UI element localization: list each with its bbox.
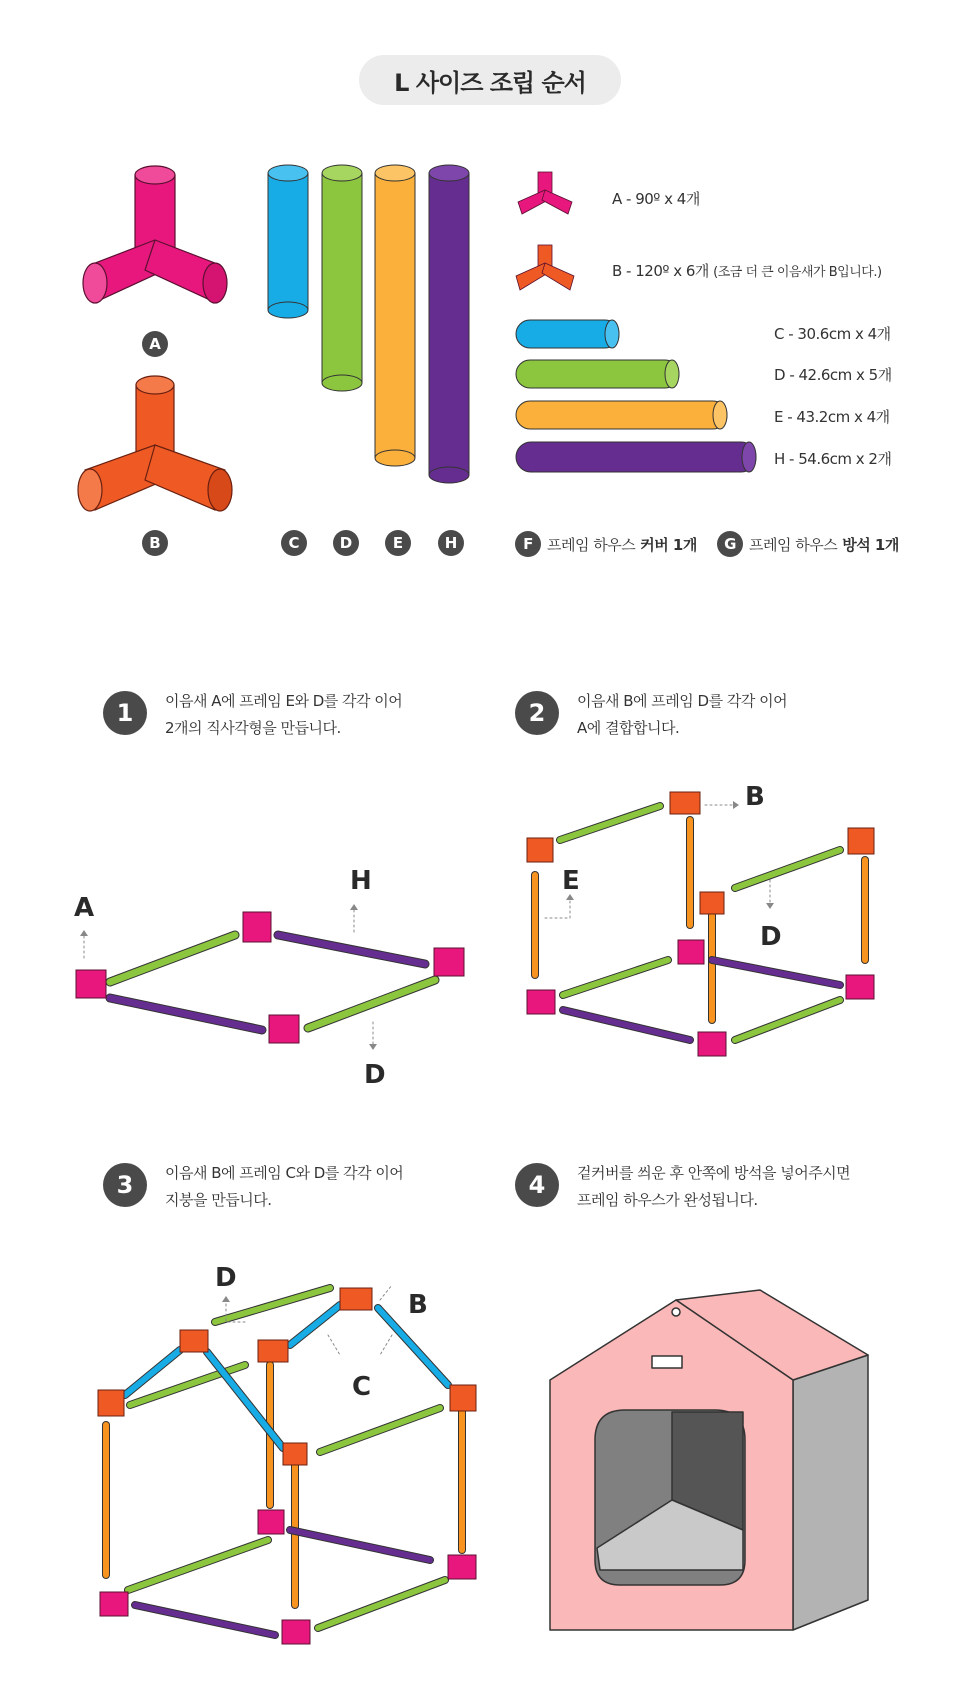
step-1-badge: 1: [103, 691, 147, 735]
step-1-line2: 2개의 직사각형을 만듭니다.: [165, 719, 341, 737]
step-2-line1: 이음새 B에 프레임 D를 각각 이어: [577, 692, 788, 710]
step-3-label-b: B: [408, 1290, 428, 1320]
step-4-house: [550, 1290, 868, 1630]
step-1-label-d: D: [364, 1060, 386, 1090]
step-3-label-c: C: [352, 1372, 372, 1402]
spec-c: C - 30.6cm x 4개: [774, 325, 891, 343]
step-2-label-b: B: [745, 782, 765, 812]
spec-h: H - 54.6cm x 2개: [774, 450, 892, 468]
step-3-label-d: D: [215, 1263, 237, 1293]
step-1-line1: 이음새 A에 프레임 E와 D를 각각 이어: [165, 692, 403, 710]
spec-b-text: B - 120º x 6개: [612, 262, 709, 280]
spec-b-note: (조금 더 큰 이음새가 B입니다.): [713, 265, 882, 280]
extra-cushion-qty: 방석 1개: [842, 535, 899, 554]
extra-cushion-text: 프레임 하우스: [749, 535, 838, 554]
spec-a: A - 90º x 4개: [612, 190, 700, 208]
spec-e: E - 43.2cm x 4개: [774, 408, 890, 426]
step-2-label-d: D: [760, 922, 782, 952]
badge-e: E: [385, 530, 411, 556]
badge-c: C: [281, 530, 307, 556]
badge-g: G: [717, 531, 743, 557]
step-1-label-h: H: [350, 866, 372, 896]
step-4-line2: 프레임 하우스가 완성됩니다.: [577, 1191, 758, 1209]
step-3-line2: 지붕을 만듭니다.: [165, 1191, 272, 1209]
step-4-badge: 4: [515, 1163, 559, 1207]
extra-cover-qty: 커버 1개: [640, 535, 697, 554]
badge-h: H: [438, 530, 464, 556]
step-3-line1: 이음새 B에 프레임 C와 D를 각각 이어: [165, 1164, 404, 1182]
step-1-label-a: A: [74, 893, 95, 923]
badge-f: F: [515, 531, 541, 557]
step-4-line1: 겉커버를 씌운 후 안쪽에 방석을 넣어주시면: [577, 1164, 851, 1182]
badge-a: A: [142, 331, 168, 357]
step-2-badge: 2: [515, 691, 559, 735]
step-2-label-e: E: [562, 866, 580, 896]
step-2-line2: A에 결합합니다.: [577, 719, 680, 737]
spec-d: D - 42.6cm x 5개: [774, 366, 892, 384]
extra-cover-text: 프레임 하우스: [547, 535, 636, 554]
step-3-diagram: [98, 1285, 476, 1644]
badge-b: B: [142, 530, 168, 556]
step-3-badge: 3: [103, 1163, 147, 1207]
badge-d: D: [333, 530, 359, 556]
page-title: L 사이즈 조립 순서: [359, 55, 621, 105]
step-2-diagram: [527, 792, 874, 1056]
step-1-diagram: [76, 904, 464, 1050]
